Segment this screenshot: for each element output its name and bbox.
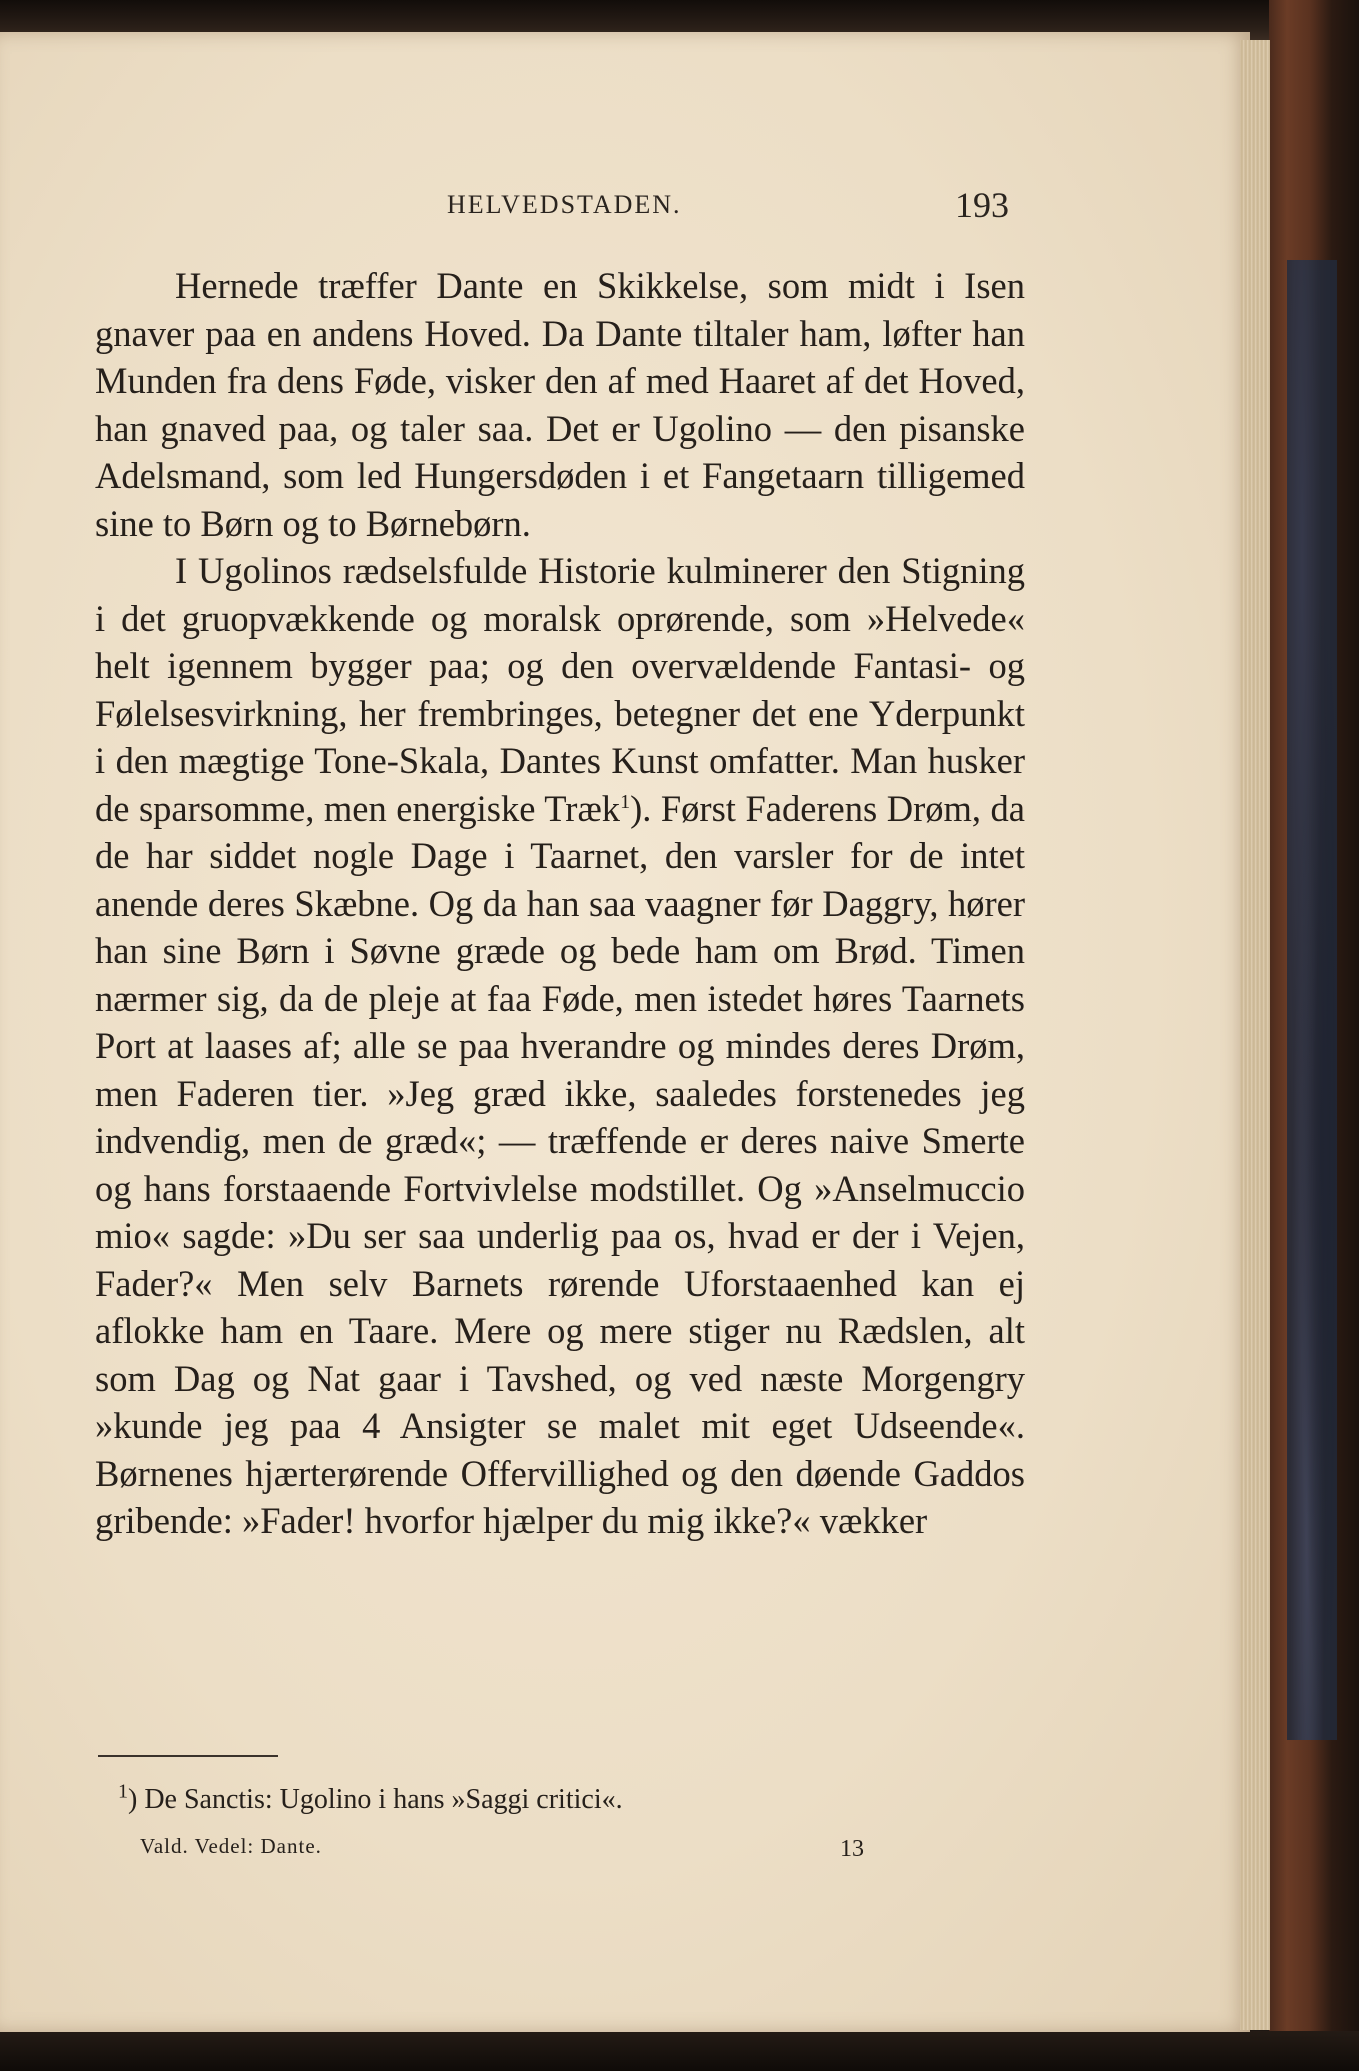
marbled-cover-pattern [1287, 260, 1337, 1740]
signature-mark: 13 [840, 1836, 864, 1862]
footnote-mark: 1 [118, 1780, 128, 1803]
paragraph-1: Hernede træffer Dante en Skikkelse, som midt i Isen gnaver paa en andens Hoved. Da Dante tiltaler ham, løfter han Munden fra dens Føde, visker den af med Haaret af det Hoved, han gnaved paa, og taler saa. Det er Ugolino — den pisanske Adelsmand, som led Hungersdøden i et Fangetaarn tilligemed sine to Børn og to Børnebørn. [95, 265, 1025, 544]
footnote-divider [98, 1755, 278, 1757]
footnote-text: ) De Sanctis: Ugolino i hans »Saggi critici«. [128, 1784, 623, 1815]
paragraph-2 [95, 547, 1025, 1545]
printer-signature: Vald. Vedel: Dante. [140, 1834, 322, 1858]
paragraph-2-part-1: I Ugolinos rædselsfulde Historie kulminerer den Stigning i det gruopvækkende og moralsk oprørende, som »Helvede« helt igennem bygger paa; og den overvældende Fantasi- og Følelsesvirkning, her frembringes, betegner det ene Yderpunkt i den mægtige Tone-Skala, Dantes Kunst omfatter. Man husker de sparsomme, men energiske Træk [95, 550, 1025, 829]
footnote-reference: 1 [620, 790, 631, 813]
book-cover-edge [1269, 0, 1359, 2071]
footnote [118, 1780, 623, 1816]
page-number: 193 [955, 185, 1009, 225]
paragraph-2-part-2: ). Først Faderens Drøm, da de har siddet nogle Dage i Taarnet, den varsler for de intet anende deres Skæbne. Og da han saa vaagner før Daggry, hører han sine Børn i Søvne græde og bede ham om Brød. Timen nærmer sig, da de pleje at faa Føde, men istedet høres Taarnets Port at laases af; alle se paa hverandre og mindes deres Drøm, men Faderen tier. »Jeg græd ikke, saaledes forstenedes jeg indvendig, men de græd«; — træffende er deres naive Smerte og hans forstaaende Fortvivlelse modstillet. Og »Anselmuccio mio« sagde: »Du ser saa underlig paa os, hvad er der i Vejen, Fader?« Men selv Barnets rørende Uforstaaenhed kan ej aflokke ham en Taare. Mere og mere stiger nu Rædslen, alt som Dag og Nat gaar i Tavshed, og ved næste Morgengry »kunde jeg paa 4 Ansigter se malet mit eget Udseende«. Børnenes hjærterørende Offervillighed og den døende Gaddos gribende: »Fader! hvorfor hjælper du mig ikke?« vækker [95, 787, 1025, 1541]
page-edges [1240, 40, 1270, 2030]
book-binding-bottom [0, 2031, 1359, 2071]
body-text [95, 262, 1025, 1545]
running-title: HELVEDSTADEN. [447, 190, 682, 219]
